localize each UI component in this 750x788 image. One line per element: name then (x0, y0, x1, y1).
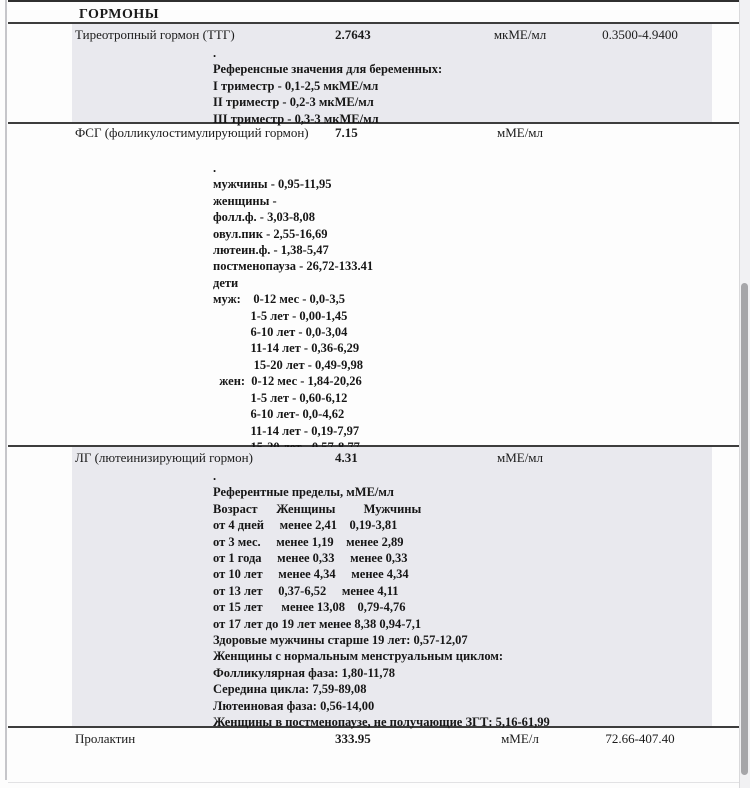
test-unit: мМЕ/л (501, 731, 539, 746)
reference-line: Здоровые мужчины старше 19 лет: 0,57-12,07 (213, 633, 468, 648)
reference-line: II триместр - 0,2-3 мкМЕ/мл (213, 95, 374, 110)
reference-line: дети (213, 275, 239, 290)
vertical-scrollbar-track[interactable] (739, 0, 750, 788)
test-unit: мМЕ/мл (496, 450, 544, 465)
vertical-scrollbar-thumb[interactable] (741, 283, 748, 775)
reference-line: от 13 лет 0,37-6,52 менее 4,11 (213, 583, 399, 598)
reference-line: фолл.ф. - 3,03-8,08 (213, 210, 315, 225)
reference-line: от 1 года менее 0,33 менее 0,33 (213, 551, 408, 566)
test-unit: мкМЕ/мл (493, 27, 547, 42)
reference-line: лютеин.ф. - 1,38-5,47 (213, 243, 329, 258)
test-reference-range: 0.3500-4.9400 (602, 27, 678, 42)
section-title: ГОРМОНЫ (79, 7, 159, 22)
reference-line: Лютеиновая фаза: 0,56-14,00 (213, 698, 375, 713)
reference-line: 11-14 лет - 0,19-7,97 (213, 423, 360, 438)
reference-line: 6-10 лет- 0,0-4,62 (213, 407, 345, 422)
reference-line: Середина цикла: 7,59-89,08 (213, 682, 367, 697)
test-result: 2.7643 (335, 27, 371, 42)
reference-line: постменопауза - 26,72-133.41 (213, 259, 374, 274)
reference-comments (213, 45, 693, 127)
reference-line: Женщины в постменопаузе, не получающие ЗГТ: 5,16-61,99 (213, 715, 550, 730)
reference-line: от 4 дней менее 2,41 0,19-3,81 (213, 518, 398, 533)
test-result: 7.15 (335, 125, 358, 140)
table-top-border (8, 0, 746, 2)
reference-line: муж: 0-12 мес - 0,0-3,5 (213, 292, 345, 307)
test-name: Тиреотропный гормон (ТТГ) (75, 27, 235, 42)
page-bottom-border (8, 782, 742, 783)
reference-line: Женщины с нормальным менструальным циклом: (213, 649, 504, 664)
test-name: ЛГ (лютеинизирующий гормон) (75, 450, 253, 465)
table-row (72, 24, 712, 126)
reference-line: от 3 мес. менее 1,19 менее 2,89 (213, 534, 404, 549)
reference-line: от 10 лет менее 4,34 менее 4,34 (213, 567, 409, 582)
reference-line: от 15 лет менее 13,08 0,79-4,76 (213, 600, 406, 615)
reference-line: . (213, 46, 217, 60)
reference-line: от 17 лет до 19 лет менее 8,38 0,94-7,1 (213, 616, 422, 631)
reference-line: 11-14 лет - 0,36-6,29 (213, 341, 360, 356)
reference-line: III триместр - 0,3-3 мкМЕ/мл (213, 111, 379, 126)
reference-comments (213, 468, 693, 731)
reference-line: Возраст Женщины Мужчины (213, 501, 422, 516)
table-row (72, 447, 712, 730)
test-name: Пролактин (75, 731, 136, 746)
test-unit: мМЕ/мл (496, 125, 544, 140)
page-left-border (5, 0, 7, 780)
reference-comments (213, 160, 693, 455)
reference-line: . (213, 161, 217, 175)
reference-line: женщины - (213, 193, 277, 208)
reference-line: мужчины - 0,95-11,95 (213, 177, 332, 192)
table-row (72, 122, 712, 445)
reference-line: 1-5 лет - 0,60-6,12 (213, 390, 348, 405)
reference-line: 15-20 лет - 0,49-9,98 (213, 357, 363, 372)
test-reference-range: 72.66-407.40 (605, 731, 675, 746)
test-name: ФСГ (фолликулостимулирующий гормон) (75, 125, 309, 140)
reference-line: Референтные пределы, мМЕ/мл (213, 485, 394, 500)
reference-line: I триместр - 0,1-2,5 мкМЕ/мл (213, 78, 379, 93)
table-row (72, 728, 712, 754)
reference-line: . (213, 469, 217, 483)
test-result: 333.95 (335, 731, 371, 746)
reference-line: Референсные значения для беременных: (213, 62, 443, 77)
reference-line: Фолликулярная фаза: 1,80-11,78 (213, 665, 396, 680)
test-result: 4.31 (335, 450, 358, 465)
reference-line: 1-5 лет - 0,00-1,45 (213, 308, 348, 323)
reference-line: овул.пик - 2,55-16,69 (213, 226, 328, 241)
reference-line: 6-10 лет - 0,0-3,04 (213, 325, 348, 340)
reference-line: жен: 0-12 мес - 1,84-20,26 (213, 374, 362, 389)
